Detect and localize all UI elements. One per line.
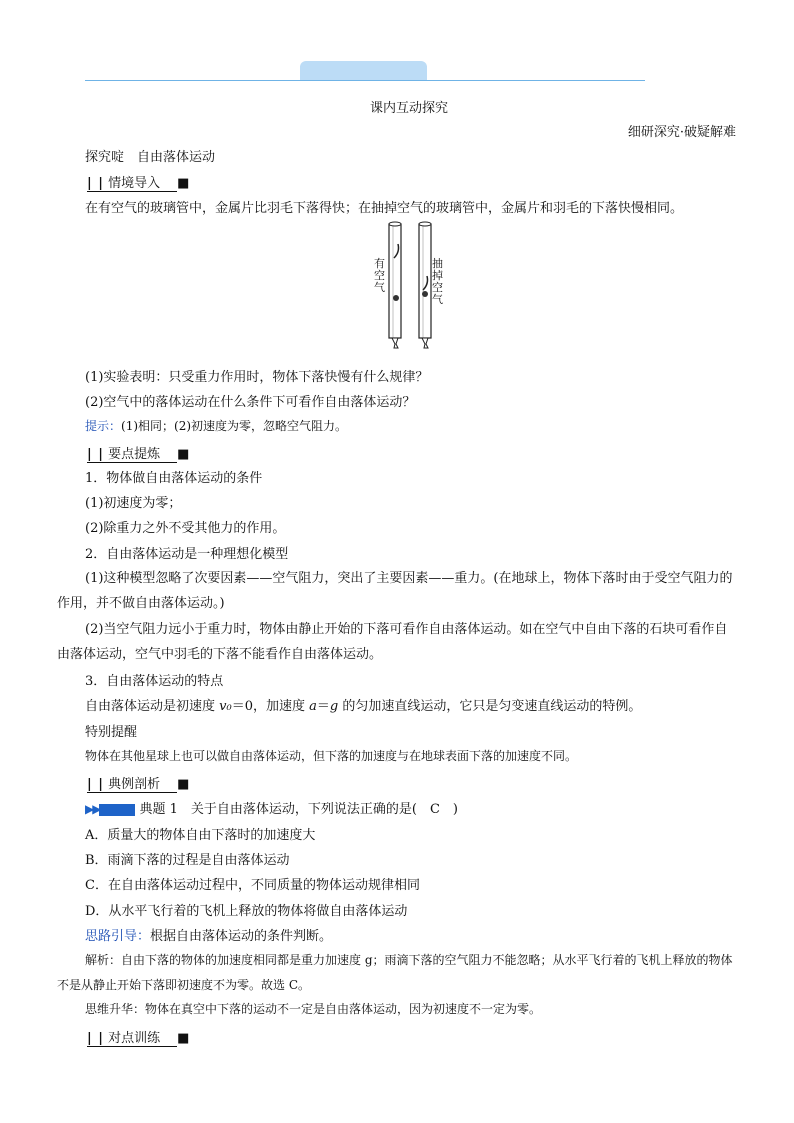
tube-right-label: 抽掉空气 <box>432 257 443 306</box>
option-d: D．从水平飞行着的飞机上释放的物体将做自由落体运动 <box>85 904 408 919</box>
question-1: (1)实验表明：只受重力作用时，物体下落快慢有什么规律？ <box>85 370 429 385</box>
section-tagline: 细研深究·破疑解难 <box>627 125 736 140</box>
situation-header: | | 情境导入 ■ <box>87 172 189 192</box>
guide-label: 思路引导： <box>85 929 151 944</box>
p3-text-b: ＝0，加速度 <box>231 699 310 714</box>
p3-v0: v₀ <box>219 699 232 714</box>
guide-text: 根据自由落体运动的条件判断。 <box>150 929 333 944</box>
keypoint-1b: (2)除重力之外不受其他力的作用。 <box>85 521 286 536</box>
keypoint-2-title: 2．自由落体运动是一种理想化模型 <box>85 547 289 562</box>
tube-figure <box>360 218 450 362</box>
situation-intro: 在有空气的玻璃管中，金属片比羽毛下落得快；在抽掉空气的玻璃管中，金属片和羽毛的下落快慢相同。 <box>85 201 684 216</box>
sublimation: 思维升华：物体在真空中下落的运动不一定是自由落体运动，因为初速度不一定为零。 <box>85 1002 542 1016</box>
feather-icon <box>394 244 399 258</box>
training-header: | | 对点训练 ■ <box>87 1027 189 1047</box>
keypoint-3-text <box>85 695 641 714</box>
keypoint-2a: (1)这种模型忽略了次要因素——空气阻力，突出了主要因素——重力。(在地球上，物体下落时由于受空气阻力的作用，并不做自由落体运动。) <box>57 571 733 611</box>
question-2: (2)空气中的落体运动在什么条件下可看作自由落体运动？ <box>85 395 416 410</box>
example-stem-row <box>85 798 458 817</box>
p3-text-a: 自由落体运动是初速度 <box>85 699 220 714</box>
header-rule <box>85 80 645 81</box>
keypoints-header: | | 要点提炼 ■ <box>87 443 189 463</box>
tube-left-label: 有空气 <box>374 257 385 294</box>
hint <box>85 417 347 434</box>
feather-icon <box>423 276 428 290</box>
analysis: 解析：自由下落的物体的加速度相同都是重力加速度 g；雨滴下落的空气阻力不能忽略；从水平飞行着的飞机上释放的物体不是从静止开始下落即初速度不为零。故选 C。 <box>57 953 733 992</box>
training-label: 对点训练 <box>108 1031 161 1046</box>
keypoint-2b: (2)当空气阻力远小于重力时，物体由静止开始的下落可看作自由落体运动。如在空气中自由下落的石块可看作自由落体运动，空气中羽毛的下落不能看作自由落体运动。 <box>57 622 728 662</box>
section-heading: 探究啶 自由落体运动 <box>85 150 216 165</box>
situation-label: 情境导入 <box>108 176 161 191</box>
p3-g: g <box>329 699 339 714</box>
p3-a: a <box>309 699 317 714</box>
example-label: 典例剖析 <box>108 777 161 792</box>
double-arrow-icon: ▶▶ <box>85 802 100 816</box>
guide <box>85 925 332 944</box>
hint-text: (1)相同；(2)初速度为零，忽略空气阻力。 <box>121 419 348 433</box>
hint-label: 提示： <box>85 419 122 433</box>
example-stem: 关于自由落体运动，下列说法正确的是( C ) <box>190 802 458 817</box>
option-b: B．雨滴下落的过程是自由落体运动 <box>85 853 290 868</box>
example-badge-box <box>99 804 135 816</box>
keypoints-label: 要点提炼 <box>108 447 161 462</box>
keypoint-3-title: 3．自由落体运动的特点 <box>85 674 224 689</box>
special-note-text: 物体在其他星球上也可以做自由落体运动，但下落的加速度与在地球表面下落的加速度不同。 <box>85 749 578 763</box>
option-a: A．质量大的物体自由下落时的加速度大 <box>85 828 316 843</box>
keypoint-1-title: 1．物体做自由落体运动的条件 <box>85 471 263 486</box>
example-badge: 典题 1 <box>139 802 178 817</box>
page-title: 课内互动探究 <box>370 101 449 116</box>
keypoint-1a: (1)初速度为零； <box>85 496 182 511</box>
p3-text-c: 的匀加速直线运动，它只是匀变速直线运动的特例。 <box>338 699 642 714</box>
p3-eq: ＝ <box>316 699 330 714</box>
example-header: | | 典例剖析 ■ <box>87 773 189 793</box>
special-note-title: 特别提醒 <box>85 725 138 740</box>
metal-piece-icon <box>422 291 428 297</box>
option-c: C．在自由落体运动过程中，不同质量的物体运动规律相同 <box>85 878 420 893</box>
header-tab <box>300 61 427 81</box>
metal-piece-icon <box>393 295 399 301</box>
